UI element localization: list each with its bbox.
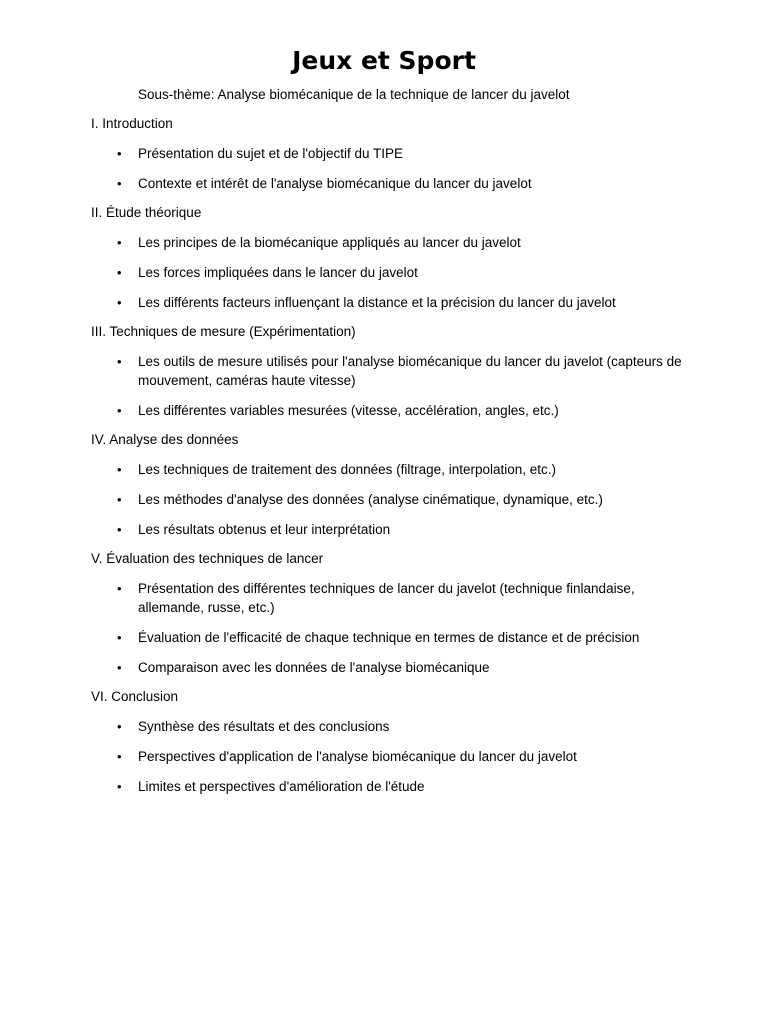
- list-item: [91, 144, 691, 163]
- bullet-icon: •: [117, 235, 122, 250]
- list-item-text: Comparaison avec les données de l'analyse biomécanique: [138, 660, 490, 675]
- list-item-text: Synthèse des résultats et des conclusions: [138, 719, 390, 734]
- bullet-icon: •: [117, 403, 122, 418]
- section-heading: V. Évaluation des techniques de lancer: [91, 551, 324, 566]
- bullet-icon: •: [117, 354, 122, 369]
- bullet-icon: •: [117, 462, 122, 477]
- list-item: [91, 233, 691, 252]
- list-item: [91, 490, 691, 509]
- bullet-icon: •: [117, 265, 122, 280]
- document-subtitle: Sous-thème: Analyse biomécanique de la technique de lancer du javelot: [138, 87, 570, 102]
- list-item-text: Les méthodes d'analyse des données (analyse cinématique, dynamique, etc.): [138, 492, 603, 507]
- list-item: [91, 747, 691, 766]
- list-item-text: Présentation du sujet et de l'objectif du TIPE: [138, 146, 403, 161]
- list-item: [91, 579, 691, 617]
- bullet-list: [91, 233, 691, 312]
- section-analyse-des-donnees: [91, 431, 691, 539]
- section-heading: I. Introduction: [91, 116, 173, 131]
- section-heading: III. Techniques de mesure (Expérimentation): [91, 324, 356, 339]
- bullet-icon: •: [117, 779, 122, 794]
- bullet-icon: •: [117, 176, 122, 191]
- list-item: [91, 628, 691, 647]
- list-item: [91, 263, 691, 282]
- list-item-text: Perspectives d'application de l'analyse biomécanique du lancer du javelot: [138, 749, 577, 764]
- bullet-list: [91, 460, 691, 539]
- bullet-icon: •: [117, 749, 122, 764]
- bullet-icon: •: [117, 146, 122, 161]
- list-item: [91, 352, 691, 390]
- bullet-list: [91, 579, 691, 677]
- section-heading: II. Étude théorique: [91, 205, 202, 220]
- list-item: [91, 174, 691, 193]
- section-heading: VI. Conclusion: [91, 689, 179, 704]
- bullet-list: [91, 144, 691, 193]
- list-item-text: Les techniques de traitement des données (filtrage, interpolation, etc.): [138, 462, 556, 477]
- bullet-list: [91, 352, 691, 420]
- section-introduction: [91, 115, 691, 193]
- section-etude-theorique: [91, 204, 691, 312]
- list-item-text: Les principes de la biomécanique appliqués au lancer du javelot: [138, 235, 521, 250]
- bullet-list: [91, 717, 691, 796]
- section-heading: IV. Analyse des données: [91, 432, 239, 447]
- document-title: Jeux et Sport: [292, 46, 476, 75]
- list-item: [91, 717, 691, 736]
- bullet-icon: •: [117, 581, 122, 596]
- bullet-icon: •: [117, 630, 122, 645]
- list-item-text: Les outils de mesure utilisés pour l'analyse biomécanique du lancer du javelot (capteurs de mouvement, caméras haute vitesse): [138, 354, 682, 388]
- list-item: [91, 401, 691, 420]
- bullet-icon: •: [117, 719, 122, 734]
- section-techniques-de-mesure: [91, 323, 691, 420]
- list-item-text: Évaluation de l'efficacité de chaque technique en termes de distance et de précision: [138, 630, 640, 645]
- list-item-text: Contexte et intérêt de l'analyse biomécanique du lancer du javelot: [138, 176, 532, 191]
- list-item: [91, 293, 691, 312]
- list-item: [91, 777, 691, 796]
- list-item-text: Les différentes variables mesurées (vitesse, accélération, angles, etc.): [138, 403, 559, 418]
- bullet-icon: •: [117, 295, 122, 310]
- list-item: [91, 520, 691, 539]
- outline: [91, 115, 691, 796]
- bullet-icon: •: [117, 492, 122, 507]
- bullet-icon: •: [117, 660, 122, 675]
- list-item-text: Les différents facteurs influençant la distance et la précision du lancer du javelot: [138, 295, 616, 310]
- bullet-icon: •: [117, 522, 122, 537]
- list-item: [91, 658, 691, 677]
- section-conclusion: [91, 688, 691, 796]
- list-item: [91, 460, 691, 479]
- list-item-text: Présentation des différentes techniques de lancer du javelot (technique finlandaise, allemande, russe, etc.): [138, 581, 635, 615]
- list-item-text: Les résultats obtenus et leur interprétation: [138, 522, 391, 537]
- section-evaluation-des-techniques: [91, 550, 691, 677]
- list-item-text: Les forces impliquées dans le lancer du javelot: [138, 265, 418, 280]
- list-item-text: Limites et perspectives d'amélioration de l'étude: [138, 779, 425, 794]
